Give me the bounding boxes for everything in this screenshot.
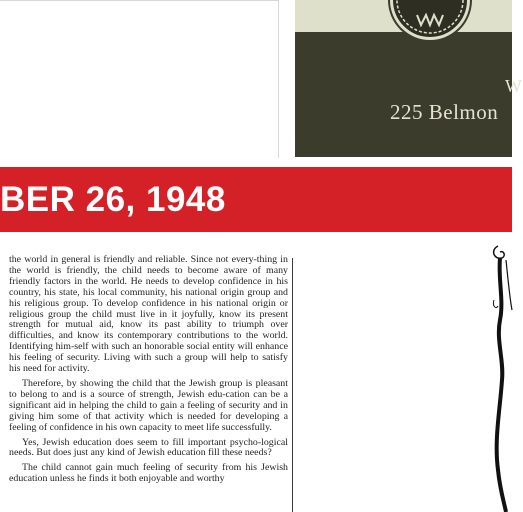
- ad-partial-word: W: [505, 76, 523, 96]
- banner-date: BER 26, 1948: [0, 180, 226, 219]
- article-paragraph: Therefore, by showing the child that the Jewish group is pleasant to belong to and is a source of strength, Jewish edu-cation can be a significant aid in helping the child to gain a feeling of security and in giving him some of that activity which is needed for developing a feeling of confidence in his own capacity to meet life successfully.: [9, 377, 288, 433]
- article-column: [9, 255, 288, 512]
- ad-address: 225 Belmon: [390, 100, 499, 124]
- seal-logo: [390, 0, 470, 40]
- date-banner: [0, 167, 512, 232]
- advertisement: [295, 0, 523, 157]
- article-paragraph: Yes, Jewish education does seem to fill important psycho-logical needs. But does just any kind of Jewish education fill these needs?: [9, 436, 288, 459]
- article-paragraph: The child cannot gain much feeling of security from his Jewish education unless he finds it both enjoyable and worthy: [9, 462, 288, 485]
- column-rule: [292, 258, 293, 512]
- line-drawing: [480, 240, 512, 512]
- column-divider-top: [278, 0, 279, 158]
- article-paragraph: the world in general is friendly and reliable. Since not every-thing in the world is friendly, the child needs to become aware of many friendly factors in the world. He needs to develop confidence in his country, his state, his local community, his national origin group and his religious group. To develop confidence in his national origin or religious group the child must live in it joyfully, know its present strength for mutual aid, know its past ability to triumph over difficulties, and know its contemporary contributions to the world. Identifying him-self with such an honorable social entity will enhance his feeling of security. Living with such a group will help to satisfy his need for activity.: [9, 254, 288, 375]
- top-divider: [0, 0, 278, 1]
